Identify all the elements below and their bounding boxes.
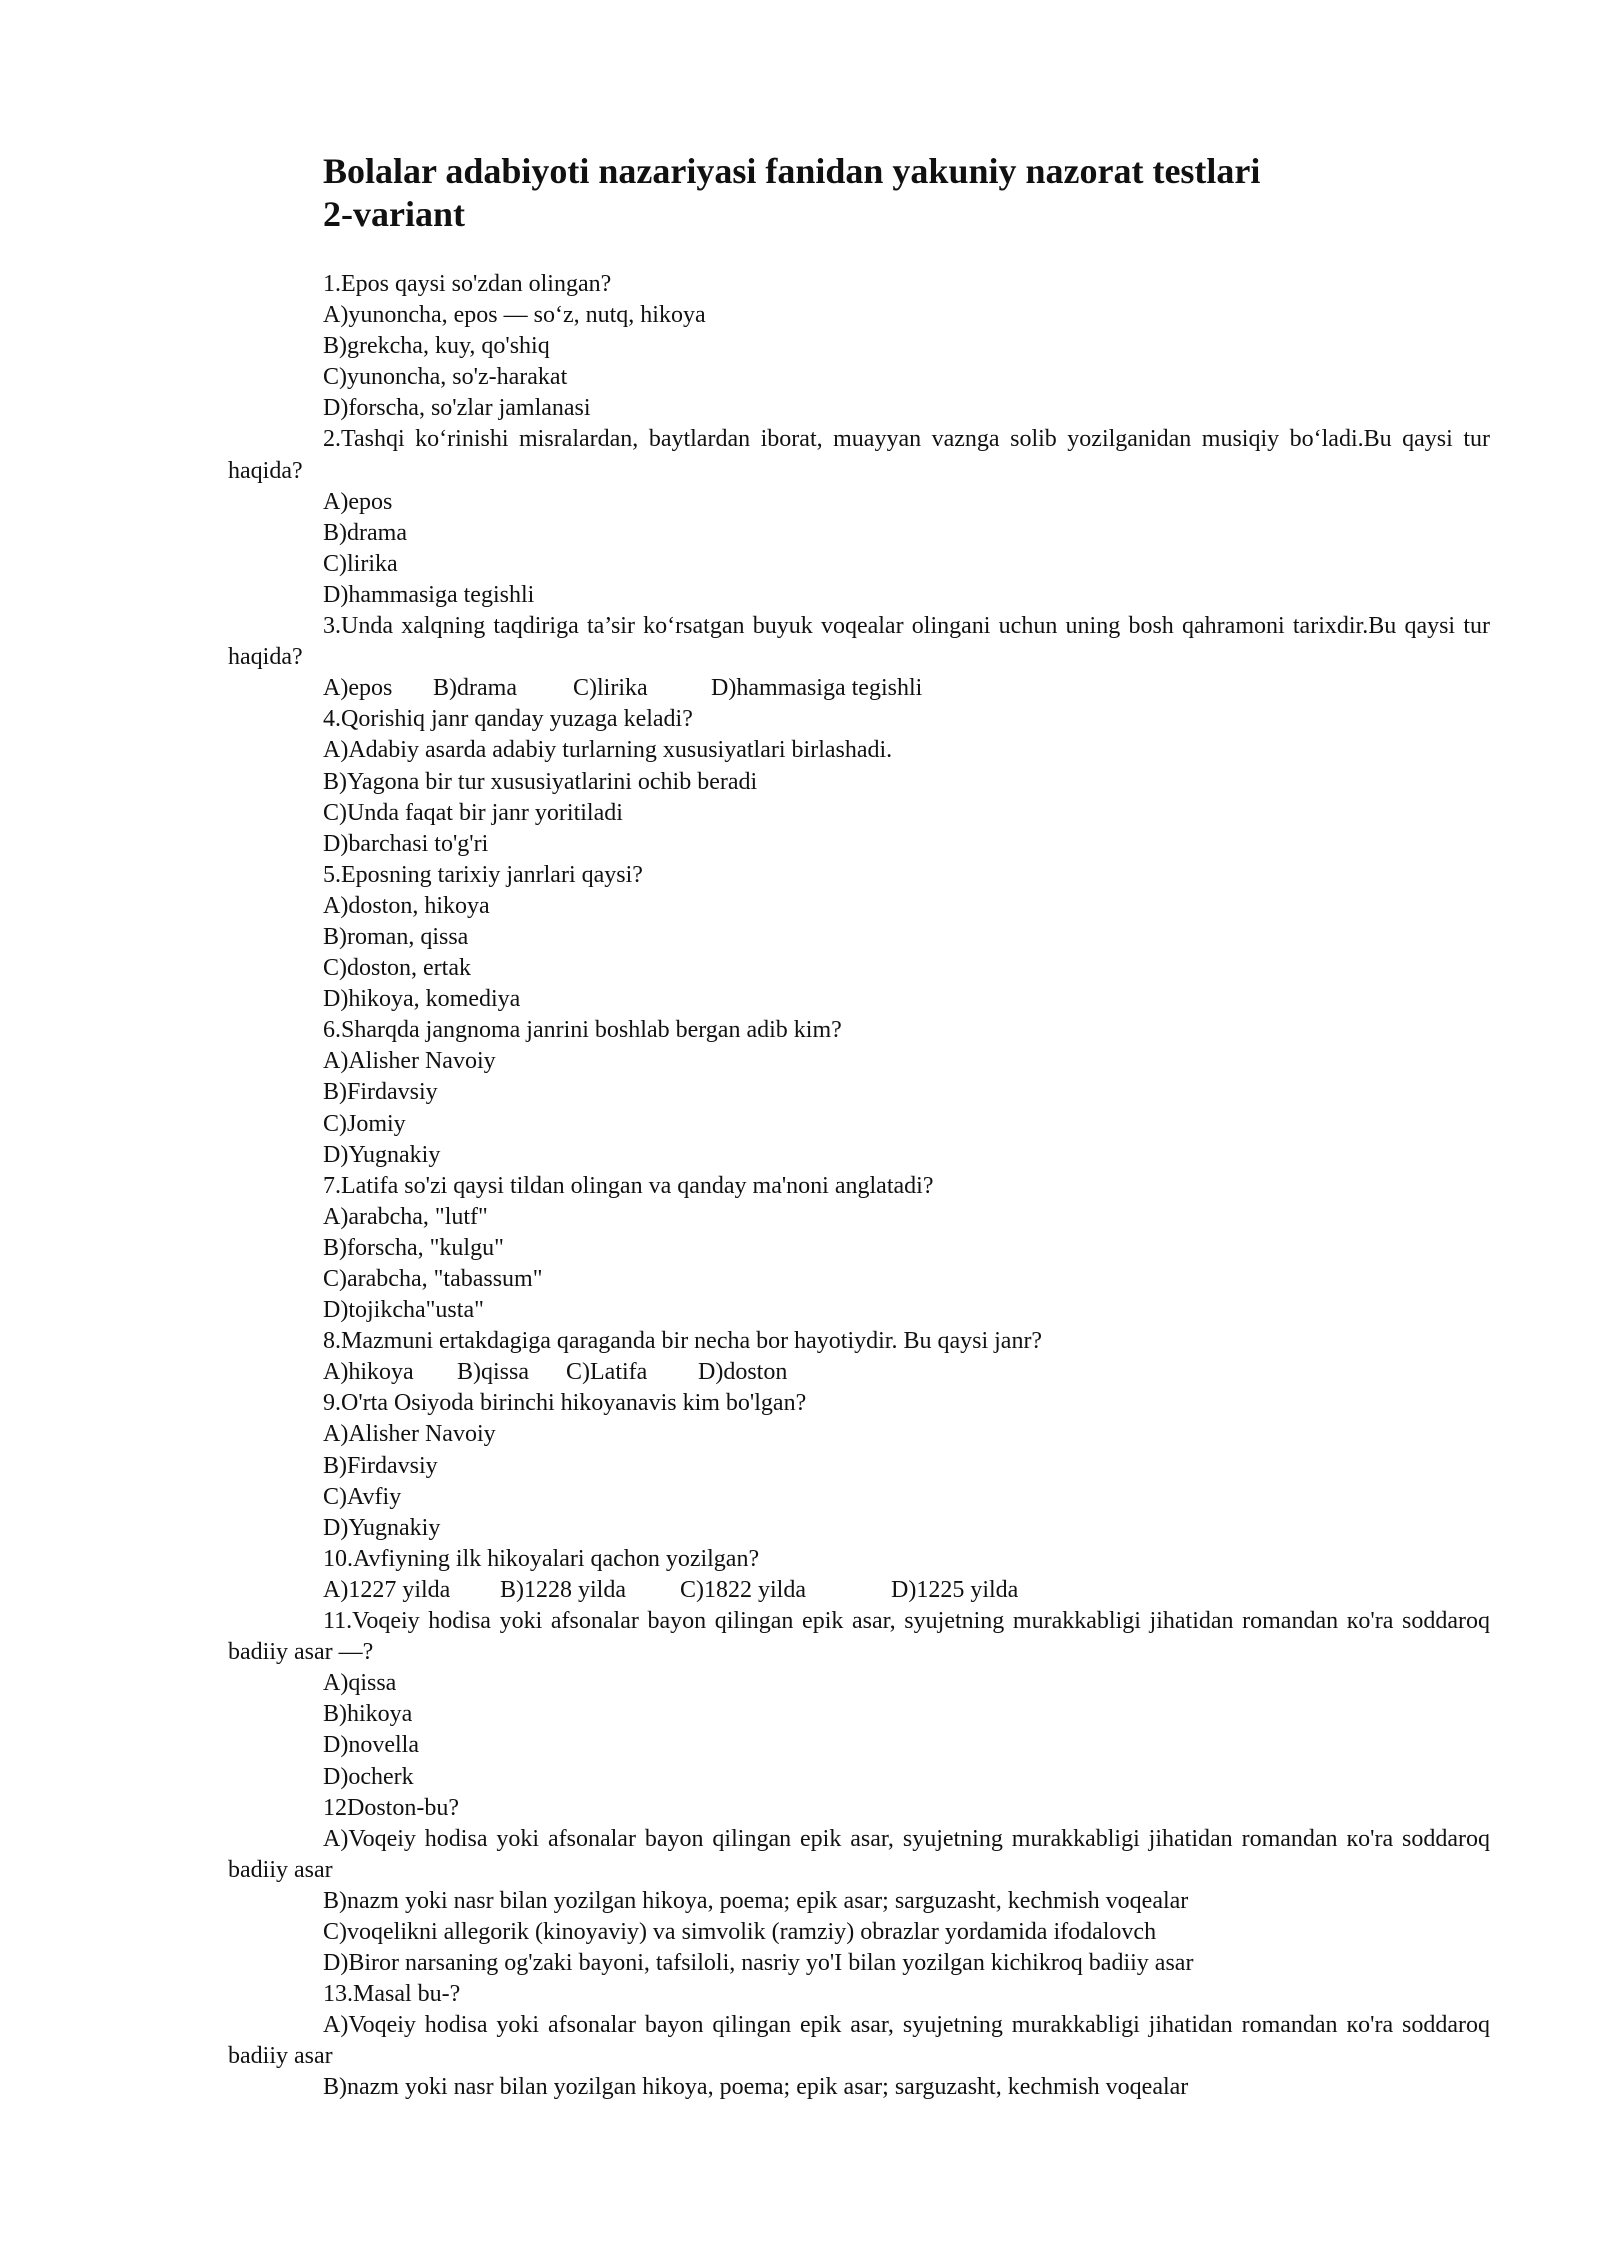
answer-option: C)lirika: [573, 675, 648, 702]
answer-option: C)Unda faqat bir janr yoritiladi: [323, 799, 623, 826]
answer-option: D)ocherk: [323, 1763, 414, 1790]
answer-option: D)tojikcha"usta": [323, 1297, 484, 1324]
answer-option: B)drama: [433, 675, 517, 702]
question-text: 11.Voqeiy hodisa yoki afsonalar bayon qilingan epik asar, syujetning murakkabligi jihatidan romandan кo'ra soddaroq badiiy asar —?: [228, 1608, 1490, 1666]
title-line-1: Bolalar adabiyoti nazariyasi fanidan yakuniy nazorat testlari: [323, 151, 1261, 191]
answer-option: D)novella: [323, 1732, 419, 1759]
answer-option: C)arabcha, "tabassum": [323, 1266, 543, 1292]
answer-option: B)Firdavsiy: [323, 1079, 438, 1106]
answer-option: A)epos: [323, 488, 393, 515]
answer-option: B)Yagona bir tur xususiyatlarini ochib beradi: [323, 768, 758, 795]
questions-list: [228, 269, 1490, 2104]
answer-option: D)forscha, so'zlar jamlanasi: [323, 395, 591, 422]
answer-option: B)forscha, "kulgu": [323, 1234, 504, 1261]
answer-option: A)Voqeiy hodisa yoki afsonalar bayon qilingan epik asar, syujetning murakkabligi jihatidan romandan кo'ra soddaroq badiiy asar: [228, 1825, 1490, 1883]
answer-option: C)Latifa: [566, 1359, 648, 1386]
answer-option: D)doston: [698, 1359, 788, 1386]
answer-option: B)Firdavsiy: [323, 1452, 438, 1479]
answer-option: C)Jomiy: [323, 1110, 406, 1137]
answer-option: C)1822 yilda: [680, 1576, 806, 1603]
answer-option: B)nazm yoki nasr bilan yozilgan hikoya, poema; epik asar; sarguzasht, kechmish voqealar: [323, 2074, 1189, 2101]
answer-option: A)Adabiy asarda adabiy turlarning xususiyatlari birlashadi.: [323, 737, 893, 764]
question-text: 12Doston-bu?: [323, 1794, 459, 1821]
answer-option: D)Yugnakiy: [323, 1514, 441, 1541]
answer-option: D)Biror narsaning og'zaki bayoni, tafsiloli, nasriy yo'I bilan yozilgan kichikroq badiiy asar: [323, 1950, 1194, 1977]
question-text: 8.Mazmuni ertakdagiga qaraganda bir necha bor hayotiydir. Bu qaysi janr?: [323, 1328, 1043, 1355]
question-text: 6.Sharqda jangnoma janrini boshlab bergan adib kim?: [323, 1017, 842, 1044]
answer-option: A)hikoya: [323, 1359, 414, 1386]
answer-options-row: [228, 1575, 1490, 1606]
answer-options-row: [228, 1357, 1490, 1388]
title-line-2: 2-variant: [323, 194, 465, 234]
question-text: 9.O'rta Osiyoda birinchi hikoyanavis kim bo'lgan?: [323, 1390, 807, 1417]
answer-option: A)arabcha, "lutf": [323, 1203, 488, 1230]
answer-option: B)roman, qissa: [323, 923, 469, 950]
answer-option: C)voqelikni allegorik (kinoyaviy) va simvolik (ramziy) obrazlar yordamida ifodalovch: [323, 1918, 1157, 1945]
answer-option: C)lirika: [323, 550, 398, 577]
answer-option: B)grekcha, kuy, qo'shiq: [323, 333, 550, 360]
question-text: 3.Unda xalqning taqdiriga ta’sir ko‘rsatgan buyuk voqealar olingani uchun uning bosh qahramoni tarixdir.Bu qaysi tur haqida?: [228, 613, 1490, 671]
answer-option: C)doston, ertak: [323, 955, 471, 982]
question-text: 1.Epos qaysi so'zdan olingan?: [323, 271, 612, 297]
answer-option: B)drama: [323, 519, 407, 546]
answer-option: B)hikoya: [323, 1701, 413, 1728]
answer-option: D)hikoya, komediya: [323, 986, 521, 1013]
answer-option: A)Alisher Navoiy: [323, 1048, 496, 1075]
question-text: 4.Qorishiq janr qanday yuzaga keladi?: [323, 706, 693, 733]
answer-options-row: [228, 673, 1490, 704]
answer-option: B)nazm yoki nasr bilan yozilgan hikoya, poema; epik asar; sarguzasht, kechmish voqealar: [323, 1887, 1189, 1914]
question-text: 13.Masal bu-?: [323, 1981, 461, 2008]
answer-option: D)hammasiga tegishli: [323, 581, 535, 608]
answer-option: C)Avfiy: [323, 1483, 402, 1510]
answer-option: A)Alisher Navoiy: [323, 1421, 496, 1448]
answer-option: D)barchasi to'g'ri: [323, 830, 489, 857]
question-text: 5.Eposning tarixiy janrlari qaysi?: [323, 861, 643, 888]
answer-option: C)yunoncha, so'z-harakat: [323, 364, 568, 391]
answer-option: A)Voqeiy hodisa yoki afsonalar bayon qilingan epik asar, syujetning murakkabligi jihatidan romandan кo'ra soddaroq badiiy asar: [228, 2012, 1490, 2070]
answer-option: B)qissa: [457, 1359, 529, 1386]
answer-option: A)doston, hikoya: [323, 892, 490, 919]
answer-option: B)1228 yilda: [500, 1576, 626, 1603]
document-title: [323, 150, 1523, 236]
answer-option: D)Yugnakiy: [323, 1141, 441, 1168]
answer-option: D)hammasiga tegishli: [711, 675, 923, 702]
answer-option: A)qissa: [323, 1670, 397, 1697]
answer-option: A)epos: [323, 675, 393, 702]
answer-option: A)yunoncha, epos — so‘z, nutq, hikoya: [323, 302, 706, 329]
answer-option: A)1227 yilda: [323, 1576, 451, 1603]
question-text: 7.Latifa so'zi qaysi tildan olingan va qanday ma'noni anglatadi?: [323, 1172, 934, 1199]
question-text: 2.Tashqi ko‘rinishi misralardan, baytlardan iborat, muayyan vaznga solib yozilganidan musiqiy bo‘ladi.Bu qaysi tur haqida?: [228, 426, 1490, 484]
question-text: 10.Avfiyning ilk hikoyalari qachon yozilgan?: [323, 1545, 760, 1572]
answer-option: D)1225 yilda: [891, 1576, 1019, 1603]
